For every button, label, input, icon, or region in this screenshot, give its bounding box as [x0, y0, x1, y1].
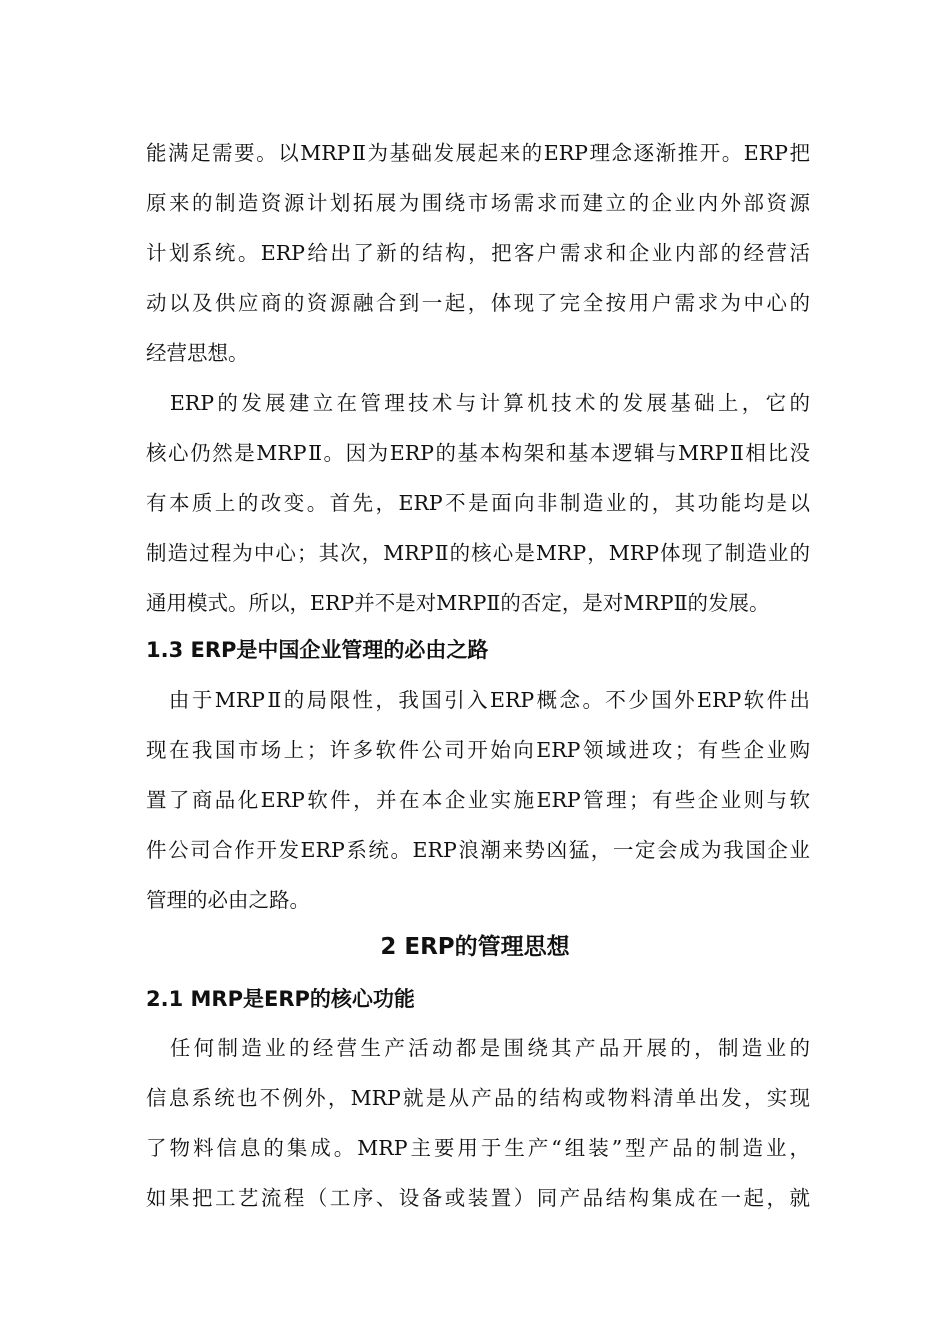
paragraph-line: 件公司合作开发ERP系统。ERP浪潮来势凶猛，一定会成为我国企业	[146, 838, 810, 862]
paragraph-line: 任何制造业的经营生产活动都是围绕其产品开展的，制造业的	[146, 1036, 810, 1060]
paragraph-line: 核心仍然是MRPⅡ。因为ERP的基本构架和基本逻辑与MRPⅡ相比没	[146, 441, 810, 465]
paragraph-line: 管理的必由之路。	[146, 888, 310, 912]
paragraph-line: 了物料信息的集成。MRP主要用于生产“组装”型产品的制造业，	[146, 1136, 810, 1160]
section-heading: 2.1 MRP是ERP的核心功能	[146, 987, 415, 1011]
paragraph-line: 信息系统也不例外，MRP就是从产品的结构或物料清单出发，实现	[146, 1086, 810, 1110]
section-heading: 1.3 ERP是中国企业管理的必由之路	[146, 638, 489, 662]
paragraph-line: 置了商品化ERP软件，并在本企业实施ERP管理；有些企业则与软	[146, 788, 810, 812]
paragraph-line: 制造过程为中心；其次，MRPⅡ的核心是MRP，MRP体现了制造业的	[146, 541, 810, 565]
paragraph-line: 原来的制造资源计划拓展为围绕市场需求而建立的企业内外部资源	[146, 191, 810, 215]
paragraph-line: 计划系统。ERP给出了新的结构，把客户需求和企业内部的经营活	[146, 241, 810, 265]
paragraph-line: 通用模式。所以，ERP并不是对MRPⅡ的否定，是对MRPⅡ的发展。	[146, 591, 770, 615]
paragraph-line: 如果把工艺流程（工序、设备或装置）同产品结构集成在一起，就	[146, 1186, 810, 1210]
paragraph-line: 由于MRPⅡ的局限性，我国引入ERP概念。不少国外ERP软件出	[146, 688, 810, 712]
paragraph-line: 能满足需要。以MRPⅡ为基础发展起来的ERP理念逐渐推开。ERP把	[146, 141, 810, 165]
paragraph-line: 经营思想。	[146, 341, 249, 365]
paragraph-line: 现在我国市场上；许多软件公司开始向ERP领域进攻；有些企业购	[146, 738, 810, 762]
paragraph-line: 有本质上的改变。首先，ERP不是面向非制造业的，其功能均是以	[146, 491, 810, 515]
paragraph-line: 动以及供应商的资源融合到一起，体现了完全按用户需求为中心的	[146, 291, 810, 315]
paragraph-line: ERP的发展建立在管理技术与计算机技术的发展基础上，它的	[146, 391, 810, 415]
chapter-title: 2 ERP的管理思想	[380, 934, 570, 960]
